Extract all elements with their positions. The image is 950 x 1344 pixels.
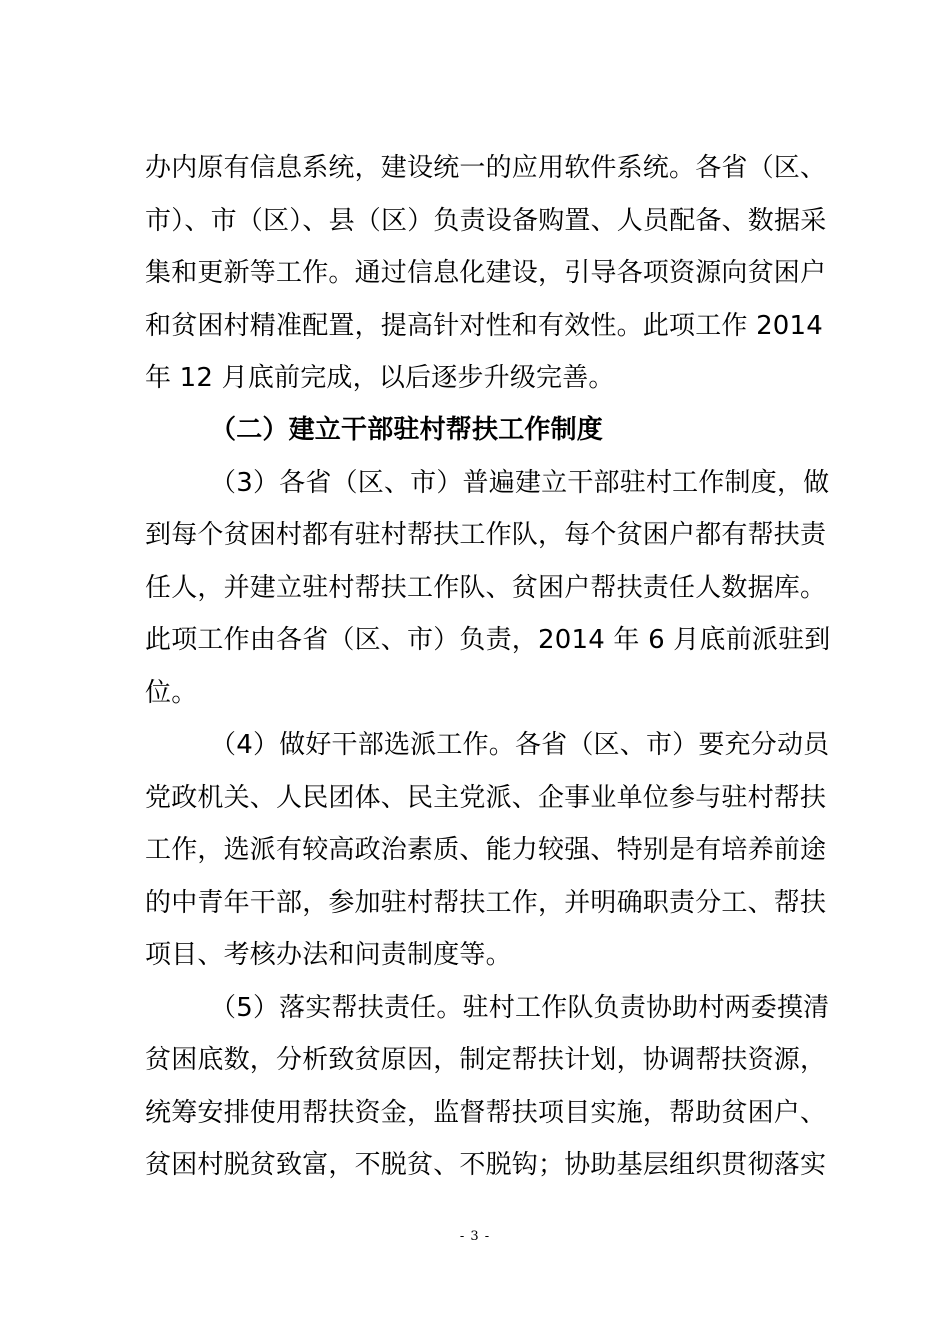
body-text-line: 贫困村脱贫致富，不脱贫、不脱钩；协助基层组织贯彻落实 xyxy=(145,1150,827,1180)
body-text-line: 位。 xyxy=(145,678,198,708)
body-text-line: 项目、考核办法和问责制度等。 xyxy=(145,940,512,970)
body-text-line: 和贫困村精准配置，提高针对性和有效性。此项工作 2014 xyxy=(145,311,824,341)
body-text-line: 到每个贫困村都有驻村帮扶工作队，每个贫困户都有帮扶责 xyxy=(145,520,827,550)
body-text-line: （4）做好干部选派工作。各省（区、市）要充分动员 xyxy=(210,730,830,760)
body-text-line: 统筹安排使用帮扶资金，监督帮扶项目实施，帮助贫困户、 xyxy=(145,1098,827,1128)
body-text-line: 集和更新等工作。通过信息化建设，引导各项资源向贫困户 xyxy=(145,258,827,288)
body-text-line: 党政机关、人民团体、民主党派、企事业单位参与驻村帮扶 xyxy=(145,783,827,813)
body-text-line: 年 12 月底前完成，以后逐步升级完善。 xyxy=(145,363,615,393)
body-text-line: 工作，选派有较高政治素质、能力较强、特别是有培养前途 xyxy=(145,835,827,865)
body-text-line: 此项工作由各省（区、市）负责，2014 年 6 月底前派驻到 xyxy=(145,625,831,655)
body-text-line: （5）落实帮扶责任。驻村工作队负责协助村两委摸清 xyxy=(210,993,830,1023)
body-text-line: （3）各省（区、市）普遍建立干部驻村工作制度，做 xyxy=(210,468,830,498)
section-heading: （二）建立干部驻村帮扶工作制度 xyxy=(210,415,604,445)
body-text-line: 办内原有信息系统，建设统一的应用软件系统。各省（区、 xyxy=(145,153,827,183)
body-text-line: 任人，并建立驻村帮扶工作队、贫困户帮扶责任人数据库。 xyxy=(145,573,827,603)
page-number: - 3 - xyxy=(459,1229,491,1244)
body-text-line: 市）、市（区）、县（区）负责设备购置、人员配备、数据采 xyxy=(145,206,827,236)
body-text-line: 贫困底数，分析致贫原因，制定帮扶计划，协调帮扶资源， xyxy=(145,1045,827,1075)
body-text-line: 的中青年干部，参加驻村帮扶工作，并明确职责分工、帮扶 xyxy=(145,888,827,918)
